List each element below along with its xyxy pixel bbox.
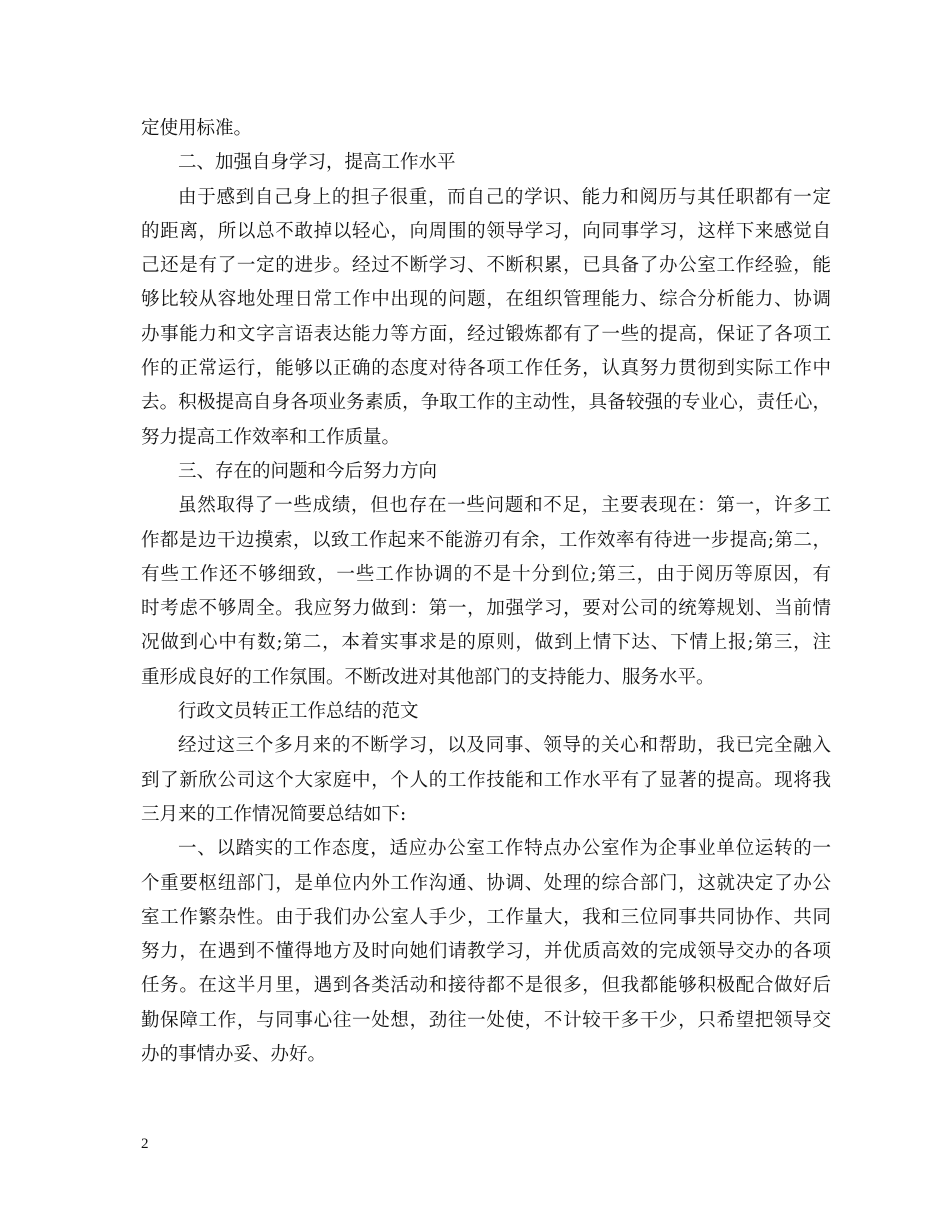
text-line: 个重要枢纽部门，是单位内外工作沟通、协调、处理的综合部门，这就决定了办公 bbox=[141, 872, 831, 894]
text-line: 任务。在这半月里，遇到各类活动和接待都不是很多，但我都能够积极配合做好后 bbox=[141, 975, 831, 997]
text-line: 三月来的工作情况简要总结如下: bbox=[141, 803, 407, 825]
text-line: 虽然取得了一些成绩，但也存在一些问题和不足，主要表现在：第一，许多工 bbox=[178, 495, 831, 517]
text-line: 二、加强自身学习，提高工作水平 bbox=[178, 152, 456, 174]
text-line: 有些工作还不够细致，一些工作协调的不是十分到位;第三，由于阅历等原因，有 bbox=[141, 563, 831, 585]
page-number: 2 bbox=[141, 1136, 149, 1152]
text-line: 勤保障工作，与同事心往一处想，劲往一处使，不计较干多干少，只希望把领导交 bbox=[141, 1009, 831, 1031]
text-line: 行政文员转正工作总结的范文 bbox=[178, 701, 419, 723]
text-line: 努力提高工作效率和工作质量。 bbox=[141, 426, 401, 448]
text-line: 一、以踏实的工作态度，适应办公室工作特点办公室作为企事业单位运转的一 bbox=[178, 838, 831, 860]
text-line: 到了新欣公司这个大家庭中，个人的工作技能和工作水平有了显著的提高。现将我 bbox=[141, 769, 831, 791]
text-line: 室工作繁杂性。由于我们办公室人手少，工作量大，我和三位同事共同协作、共同 bbox=[141, 906, 831, 928]
text-line: 够比较从容地处理日常工作中出现的问题，在组织管理能力、综合分析能力、协调 bbox=[141, 289, 831, 311]
text-line: 己还是有了一定的进步。经过不断学习、不断积累，已具备了办公室工作经验，能 bbox=[141, 255, 831, 277]
text-line: 办的事情办妥、办好。 bbox=[141, 1044, 327, 1066]
text-line: 作的正常运行，能够以正确的态度对待各项工作任务，认真努力贯彻到实际工作中 bbox=[141, 358, 831, 380]
text-line: 况做到心中有数;第二，本着实事求是的原则，做到上情下达、下情上报;第三，注 bbox=[141, 632, 831, 654]
text-line: 定使用标准。 bbox=[141, 118, 253, 139]
text-line: 由于感到自己身上的担子很重，而自己的学识、能力和阅历与其任职都有一定 bbox=[178, 186, 831, 208]
text-line: 努力，在遇到不懂得地方及时向她们请教学习，并优质高效的完成领导交办的各项 bbox=[141, 941, 831, 963]
text-line: 重形成良好的工作氛围。不断改进对其他部门的支持能力、服务水平。 bbox=[141, 666, 715, 688]
text-line: 办事能力和文字言语表达能力等方面，经过锻炼都有了一些的提高，保证了各项工 bbox=[141, 323, 831, 345]
text-line: 三、存在的问题和今后努力方向 bbox=[178, 460, 438, 482]
text-line: 经过这三个多月来的不断学习，以及同事、领导的关心和帮助，我已完全融入 bbox=[178, 735, 831, 757]
text-line: 作都是边干边摸索，以致工作起来不能游刃有余，工作效率有待进一步提高;第二， bbox=[141, 529, 831, 551]
text-line: 去。积极提高自身各项业务素质，争取工作的主动性，具备较强的专业心，责任心， bbox=[141, 392, 831, 414]
text-line: 时考虑不够周全。我应努力做到：第一，加强学习，要对公司的统筹规划、当前情 bbox=[141, 598, 831, 620]
text-line: 的距离，所以总不敢掉以轻心，向周围的领导学习，向同事学习，这样下来感觉自 bbox=[141, 220, 831, 242]
document-body bbox=[141, 112, 831, 1072]
